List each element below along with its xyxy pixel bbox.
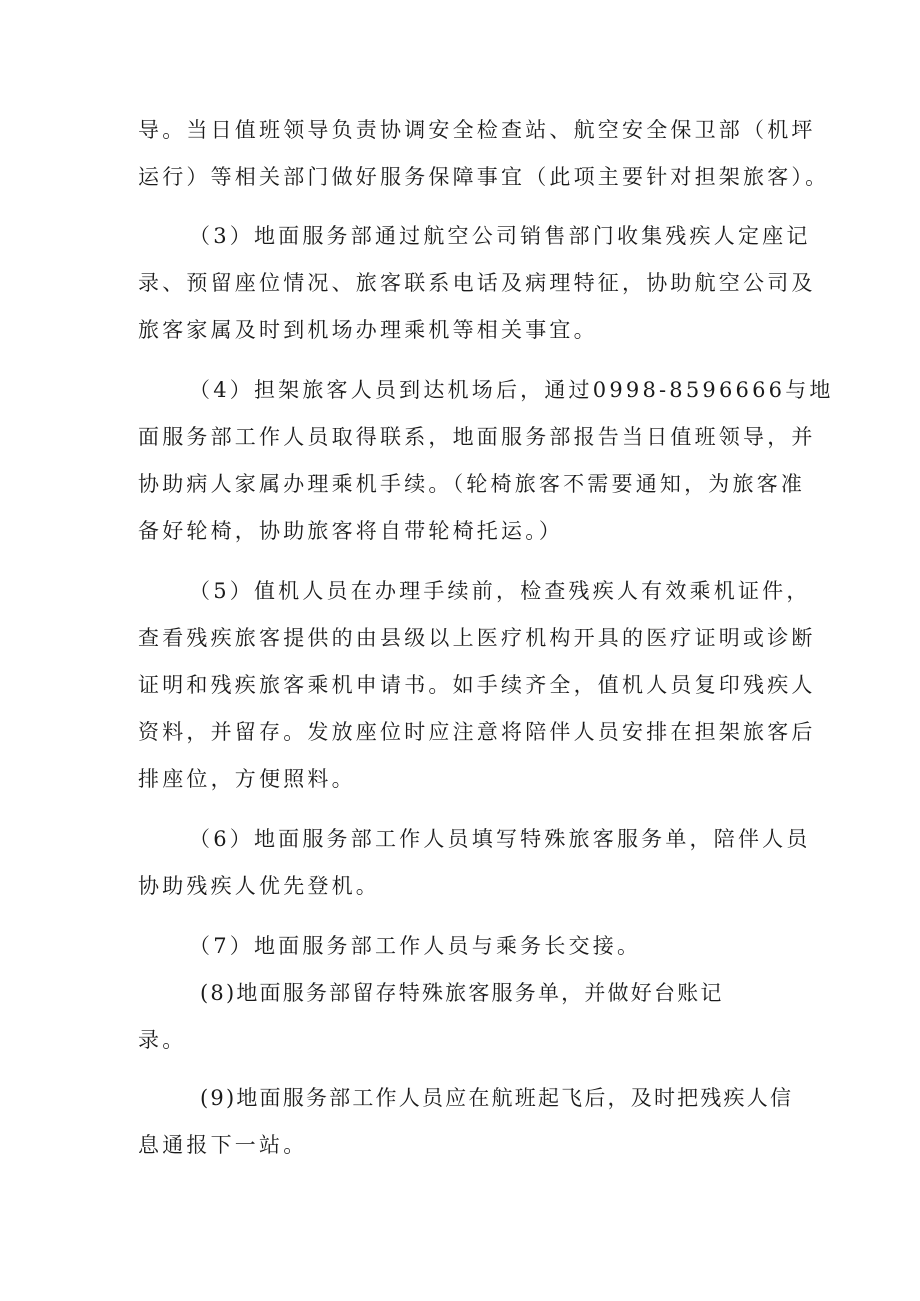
text-line: 协助病人家属办理乘机手续。（轮椅旅客不需要通知，为旅客准 [138, 472, 806, 496]
text-line: 旅客家属及时到机场办理乘机等相关事宜。 [138, 318, 598, 342]
text-line: （5）值机人员在办理手续前，检查残疾人有效乘机证件， [189, 579, 811, 603]
text-line: （7）地面服务部工作人员与乘务长交接。 [189, 934, 642, 958]
text-line: 导。当日值班领导负责协调安全检查站、航空安全保卫部（机坪 [138, 118, 816, 142]
text-line: 录、预留座位情况、旅客联系电话及病理特征，协助航空公司及 [138, 271, 816, 295]
text-line: 录。 [138, 1028, 187, 1052]
text-line: 排座位，方便照料。 [138, 767, 356, 791]
text-line: 息通报下一站。 [138, 1133, 308, 1157]
text-line: 运行）等相关部门做好服务保障事宜（此项主要针对担架旅客）。 [138, 165, 830, 189]
text-line: 证明和残疾旅客乘机申请书。如手续齐全，值机人员复印残疾人 [138, 673, 816, 697]
text-line: 查看残疾旅客提供的由县级以上医疗机构开具的医疗证明或诊断 [138, 626, 816, 650]
text-line: 资料，并留存。发放座位时应注意将陪伴人员安排在担架旅客后 [138, 720, 816, 744]
text-line: （6）地面服务部工作人员填写特殊旅客服务单，陪伴人员 [189, 827, 811, 851]
text-line: （3）地面服务部通过航空公司销售部门收集残疾人定座记 [189, 224, 811, 248]
text-line: 协助残疾人优先登机。 [138, 874, 380, 898]
text-line: (9)地面服务部工作人员应在航班起飞后，及时把残疾人信 [200, 1086, 794, 1110]
text-line: （4）担架旅客人员到达机场后，通过0998-8596666与地 [189, 378, 834, 402]
text-line: (8)地面服务部留存特殊旅客服务单，并做好台账记 [200, 981, 724, 1005]
text-line: 备好轮椅，协助旅客将自带轮椅托运。） [138, 519, 564, 543]
text-line: 面服务部工作人员取得联系，地面服务部报告当日值班领导，并 [138, 425, 816, 449]
